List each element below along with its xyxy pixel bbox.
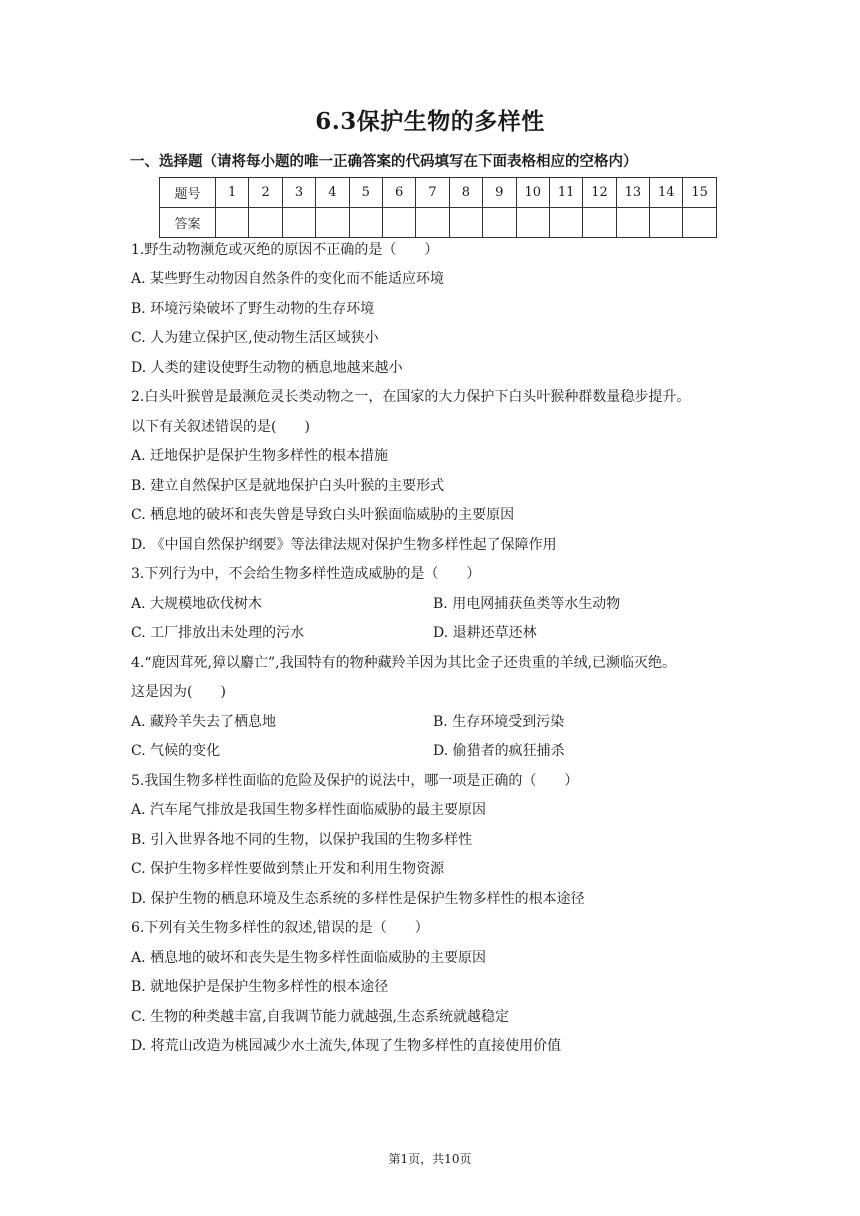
question-6-stem: 6.下列有关生物多样性的叙述,错误的是（ ） (131, 920, 429, 936)
answer-cell[interactable] (349, 208, 382, 238)
question-1-option-a: A. 某些野生动物因自然条件的变化而不能适应环境 (131, 271, 445, 287)
table-number-cell: 6 (382, 178, 415, 208)
answer-cell[interactable] (249, 208, 282, 238)
question-3-option-d: D. 退耕还草还林 (433, 625, 537, 641)
page-title: 6.3保护生物的多样性 (315, 108, 545, 135)
table-number-cell: 8 (449, 178, 482, 208)
question-1-option-b: B. 环境污染破坏了野生动物的生存环境 (131, 301, 375, 317)
answer-cell[interactable] (583, 208, 616, 238)
question-4-option-a: A. 藏羚羊失去了栖息地 (131, 714, 277, 730)
question-5-option-c: C. 保护生物多样性要做到禁止开发和利用生物资源 (131, 861, 445, 877)
answer-cell[interactable] (516, 208, 549, 238)
answer-cell[interactable] (683, 208, 716, 238)
question-5-option-a: A. 汽车尾气排放是我国生物多样性面临威胁的最主要原因 (131, 802, 487, 818)
question-3-stem: 3.下列行为中，不会给生物多样性造成威胁的是（ ） (131, 566, 481, 582)
answer-cell[interactable] (650, 208, 683, 238)
question-6-option-d: D. 将荒山改造为桃园减少水土流失,体现了生物多样性的直接使用价值 (131, 1038, 562, 1054)
question-5-stem: 5.我国生物多样性面临的危险及保护的说法中，哪一项是正确的（ ） (131, 773, 579, 789)
table-number-cell: 3 (282, 178, 315, 208)
question-3-option-c: C. 工厂排放出未处理的污水 (131, 625, 305, 641)
table-number-cell: 7 (416, 178, 449, 208)
table-number-cell: 2 (249, 178, 282, 208)
table-number-cell: 14 (650, 178, 683, 208)
question-3-option-b: B. 用电网捕获鱼类等水生动物 (433, 596, 621, 612)
question-3-option-a: A. 大规模地砍伐树木 (131, 596, 263, 612)
question-2-option-d: D. 《中国自然保护纲要》等法律法规对保护生物多样性起了保障作用 (131, 537, 557, 553)
question-2-stem-cont: 以下有关叙述错误的是( ) (131, 419, 310, 435)
table-header-cell: 答案 (160, 208, 216, 238)
answer-cell[interactable] (483, 208, 516, 238)
table-number-cell: 11 (549, 178, 582, 208)
question-2-option-c: C. 栖息地的破坏和丧失曾是导致白头叶猴面临威胁的主要原因 (131, 507, 515, 523)
answer-cell[interactable] (616, 208, 649, 238)
question-2-option-a: A. 迁地保护是保护生物多样性的根本措施 (131, 448, 389, 464)
table-number-cell: 10 (516, 178, 549, 208)
answer-cell[interactable] (449, 208, 482, 238)
table-number-cell: 13 (616, 178, 649, 208)
question-2-option-b: B. 建立自然保护区是就地保护白头叶猴的主要形式 (131, 478, 445, 494)
question-4-stem: 4.“鹿因茸死,獐以麝亡”,我国特有的物种藏羚羊因为其比金子还贵重的羊绒,已濒临灭绝。 (131, 655, 677, 671)
question-5-option-b: B. 引入世界各地不同的生物，以保护我国的生物多样性 (131, 832, 473, 848)
table-number-cell: 4 (316, 178, 349, 208)
answer-cell[interactable] (216, 208, 249, 238)
question-1-option-c: C. 人为建立保护区,使动物生活区域狭小 (131, 330, 379, 346)
answer-table (159, 177, 717, 238)
question-6-option-b: B. 就地保护是保护生物多样性的根本途径 (131, 979, 389, 995)
question-5-option-d: D. 保护生物的栖息环境及生态系统的多样性是保护生物多样性的根本途径 (131, 891, 585, 907)
answer-table-answer-row (160, 208, 717, 238)
question-1-stem: 1.野生动物濒危或灭绝的原因不正确的是（ ） (131, 242, 439, 258)
table-number-cell: 9 (483, 178, 516, 208)
question-4-option-d: D. 偷猎者的疯狂捕杀 (433, 743, 565, 759)
table-number-cell: 15 (683, 178, 716, 208)
table-number-cell: 5 (349, 178, 382, 208)
question-4-option-c: C. 气候的变化 (131, 743, 221, 759)
table-number-cell: 1 (216, 178, 249, 208)
answer-cell[interactable] (282, 208, 315, 238)
section-heading: 一、选择题（请将每小题的唯一正确答案的代码填写在下面表格相应的空格内） (130, 153, 638, 170)
table-number-cell: 12 (583, 178, 616, 208)
table-header-cell: 题号 (160, 178, 216, 208)
answer-table-number-row (160, 178, 717, 208)
question-4-option-b: B. 生存环境受到污染 (433, 714, 565, 730)
question-2-stem: 2.白头叶猴曾是最濒危灵长类动物之一，在国家的大力保护下白头叶猴种群数量稳步提升。 (131, 389, 691, 405)
question-6-option-c: C. 生物的种类越丰富,自我调节能力就越强,生态系统就越稳定 (131, 1009, 510, 1025)
answer-cell[interactable] (549, 208, 582, 238)
page-footer: 第1页，共10页 (388, 1152, 472, 1166)
answer-cell[interactable] (382, 208, 415, 238)
question-4-stem-cont: 这是因为( ) (131, 684, 226, 700)
question-1-option-d: D. 人类的建设使野生动物的栖息地越来越小 (131, 360, 403, 376)
answer-cell[interactable] (416, 208, 449, 238)
question-6-option-a: A. 栖息地的破坏和丧失是生物多样性面临威胁的主要原因 (131, 950, 487, 966)
answer-cell[interactable] (316, 208, 349, 238)
